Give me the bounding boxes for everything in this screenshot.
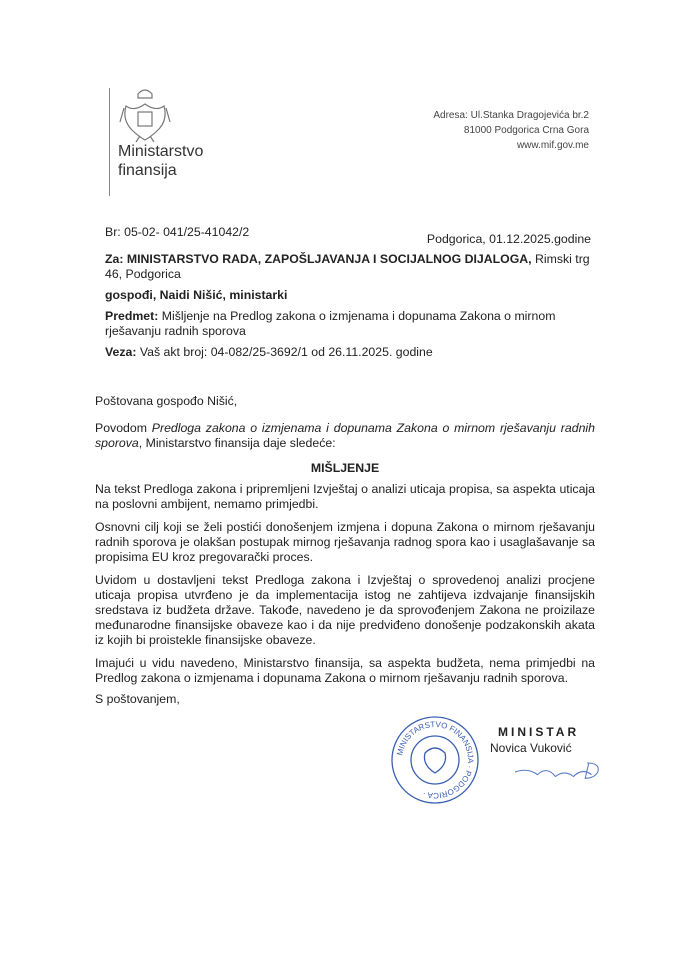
official-stamp — [390, 715, 480, 805]
intro-italic: Predloga zakona o izmjenama i dopunama Zakona o mirnom rješavanju radnih sporova — [95, 421, 595, 450]
place-date: Podgorica, 01.12.2025.godine — [426, 232, 591, 246]
coat-of-arms-icon — [118, 86, 173, 144]
svg-text:MINISTARSTVO FINANSIJA · PODGO: MINISTARSTVO FINANSIJA · PODGORICA · — [395, 719, 476, 801]
ministry-line1: Ministarstvo — [118, 143, 204, 160]
address-line1: Adresa: Ul.Stanka Dragojevića br.2 — [433, 110, 589, 121]
body-paragraph: Osnovni cilj koji se želi postići donošenjem izmjena i dopuna Zakona o mirnom rješavanju radnih sporova je olakšan postupak mirnog rješavanja radnog spora kao i usaglašavanje sa propisima EU kroz pregovarački proces. — [95, 520, 595, 564]
ministry-line2: finansija — [118, 162, 177, 179]
recipient-name: MINISTARSTVO RADA, ZAPOŠLJAVANJA I SOCIJALNOG DIJALOGA, — [126, 252, 532, 266]
handwritten-signature — [515, 757, 605, 787]
address-block — [433, 108, 589, 153]
recipient — [95, 252, 595, 282]
letter-body — [95, 252, 595, 807]
opinion-heading: MIŠLJENJE — [310, 461, 380, 475]
recipient-address: Rimski trg 46, Podgorica — [105, 252, 590, 281]
address-line2: 81000 Podgorica Crna Gora — [463, 125, 589, 136]
signature-title: MINISTAR — [498, 725, 580, 739]
intro-post: , Ministarstvo finansija daje sledeće: — [138, 436, 336, 450]
closing: S poštovanjem, — [95, 692, 180, 706]
reference — [95, 345, 595, 360]
body-paragraph: Uvidom u dostavljeni tekst Predloga zakona i Izvještaj o sprovedenoj analizi procjene uticaja propisa utvrđeno je da implementacija istog ne zahtijeva izdvajanje finansijskih sredstava iz budžeta države. Takođe, navedeno je da sprovođenjem Zakona ne proizilaze međunarodne finansijske obaveze kao i da nije predviđeno donošenje podzakonskih akata iz kojih bi proistekle finansijske obaveze. — [95, 573, 595, 647]
intro-pre: Povodom — [95, 421, 152, 435]
recipient-label: Za: — [105, 252, 124, 266]
greeting: Poštovana gospođo Nišić, — [95, 394, 238, 408]
recipient-person: gospođi, Naidi Nišić, ministarki — [105, 288, 288, 302]
subject — [95, 309, 595, 339]
signatory-name: Novica Vuković — [490, 741, 572, 755]
website-link[interactable]: www.mif.gov.me — [516, 140, 589, 151]
body-paragraph: Imajući u vidu navedeno, Ministarstvo finansija, sa aspekta budžeta, nema primjedbi na Predlog zakona o izmjenama i dopunama Zakona o mirnom rješavanju radnih sporova. — [95, 656, 595, 685]
body-paragraph: Na tekst Predloga zakona i pripremljeni Izvještaj o analizi uticaja propisa, sa aspekta uticaja na poslovni ambijent, nemamo primjedbi. — [95, 482, 595, 511]
header-divider — [109, 88, 110, 196]
reference-label: Veza: — [105, 345, 137, 359]
intro-paragraph — [95, 421, 595, 451]
signature-block — [95, 711, 595, 807]
subject-text: Mišljenje na Predlog zakona o izmjenama i dopunama Zakona o mirnom rješavanju radnih sporova — [105, 309, 556, 338]
reference-text: Vaš akt broj: 04-082/25-3692/1 od 26.11.2025. godine — [136, 345, 433, 359]
reference-number: Br: 05-02- 041/25-41042/2 — [105, 225, 250, 239]
ministry-name — [118, 142, 203, 180]
subject-label: Predmet: — [105, 309, 159, 323]
